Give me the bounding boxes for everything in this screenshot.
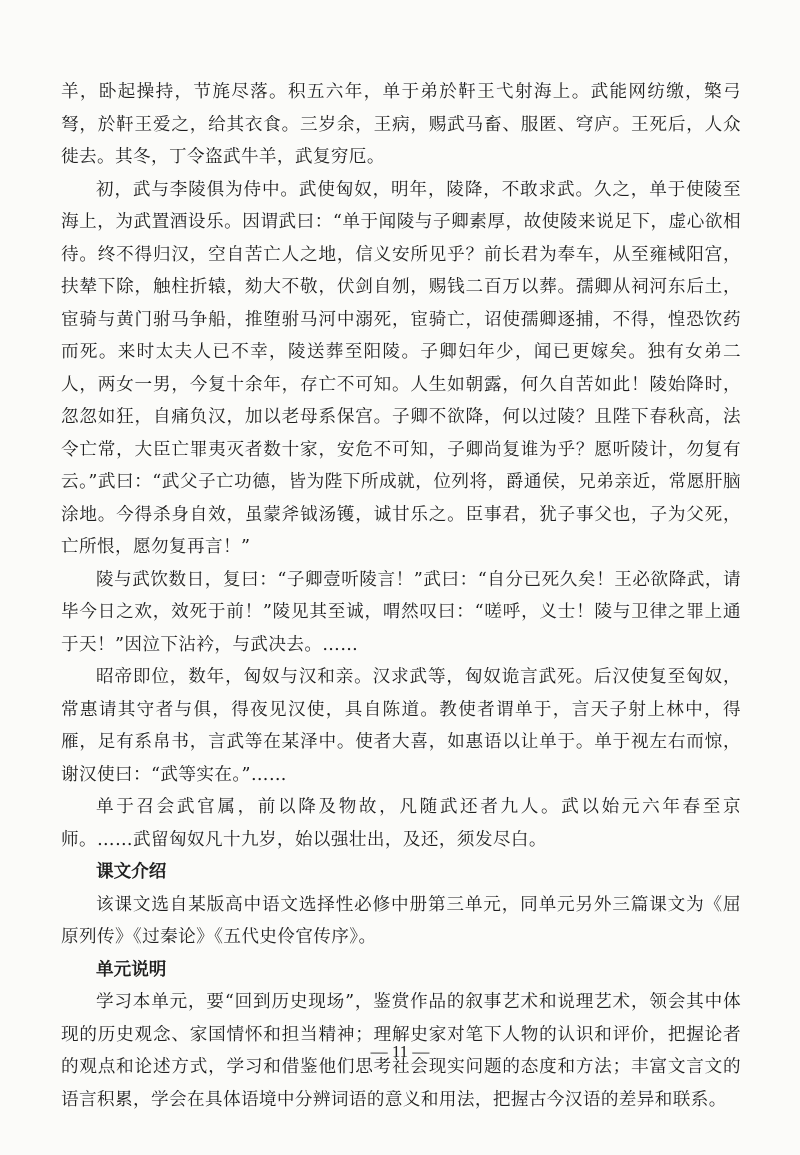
passage-paragraph-2: 初，武与李陵俱为侍中。武使匈奴，明年，陵降，不敢求武。久之，单于使陵至海上，为武置酒设乐。因谓武曰：“单于闻陵与子卿素厚，故使陵来说足下，虚心欲相待。终不得归汉，空自苦亡人之地，信义安所见乎？前长君为奉车，从至雍棫阳宫，扶辇下除，触柱折辕，劾大不敬，伏剑自刎，赐钱二百万以葬。孺卿从祠河东后土，宦骑与黄门驸马争船，推堕驸马河中溺死，宦骑亡，诏使孺卿逐捕，不得，惶恐饮药而死。来时太夫人已不幸，陵送葬至阳陵。子卿妇年少，闻已更嫁矣。独有女弟二人，两女一男，今复十余年，存亡不可知。人生如朝露，何久自苦如此！陵始降时，忽忽如狂，自痛负汉，加以老母系保宫。子卿不欲降，何以过陵？且陛下春秋高，法令亡常，大臣亡罪夷灭者数十家，安危不可知，子卿尚复谁为乎？愿听陵计，勿复有云。”武曰：“武父子亡功德，皆为陛下所成就，位列将，爵通侯，兄弟亲近，常愿肝脑涂地。今得杀身自效，虽蒙斧钺汤镬，诚甘乐之。臣事君，犹子事父也，子为父死，亡所恨，愿勿复再言！” (61, 179, 741, 557)
passage-paragraph-5: 单于召会武官属，前以降及物故，凡随武还者九人。武以始元六年春至京师。……武留匈奴凡十九岁，始以强壮出，及还，须发尽白。 (61, 797, 741, 850)
intro-text: 该课文选自某版高中语文选择性必修中册第三单元，同单元另外三篇课文为《屈原列传》《过秦论》《五代史伶官传序》。 (61, 894, 741, 947)
unit-heading: 单元说明 (96, 959, 167, 980)
passage-paragraph-4: 昭帝即位，数年，匈奴与汉和亲。汉求武等，匈奴诡言武死。后汉使复至匈奴，常惠请其守者与俱，得夜见汉使，具自陈道。教使者谓单于，言天子射上林中，得雁，足有系帛书，言武等在某泽中。使者大喜，如惠语以让单于。单于视左右而惊，谢汉使曰：“武等实在。”…… (61, 667, 741, 785)
page-number: — 11 — (370, 1042, 430, 1061)
passage-paragraph-1: 羊，卧起操持，节旄尽落。积五六年，单于弟於靬王弋射海上。武能网纺缴，檠弓弩，於靬王爱之，给其衣食。三岁余，王病，赐武马畜、服匿、穹庐。王死后，人众徙去。其冬，丁令盗武牛羊，武复穷厄。 (61, 82, 741, 167)
passage-paragraph-3: 陵与武饮数日，复曰：“子卿壹听陵言！”武曰：“自分已死久矣！王必欲降武，请毕今日之欢，效死于前！”陵见其至诚，喟然叹曰：“嗟呼，义士！陵与卫律之罪上通于天！”因泣下沾衿，与武决去。…… (61, 569, 741, 655)
unit-text: 学习本单元，要“回到历史现场”，鉴赏作品的叙事艺术和说理艺术，领会其中体现的历史观念、家国情怀和担当精神；理解史家对笔下人物的认识和评价，把握论者的观点和论述方式，学习和借鉴他们思考社会现实问题的态度和方法；丰富文言文的语言积累，学会在具体语境中分辨词语的意义和用法，把握古今汉语的差异和联系。 (61, 992, 741, 1110)
document-body (61, 76, 741, 1116)
intro-heading: 课文介绍 (96, 862, 167, 882)
